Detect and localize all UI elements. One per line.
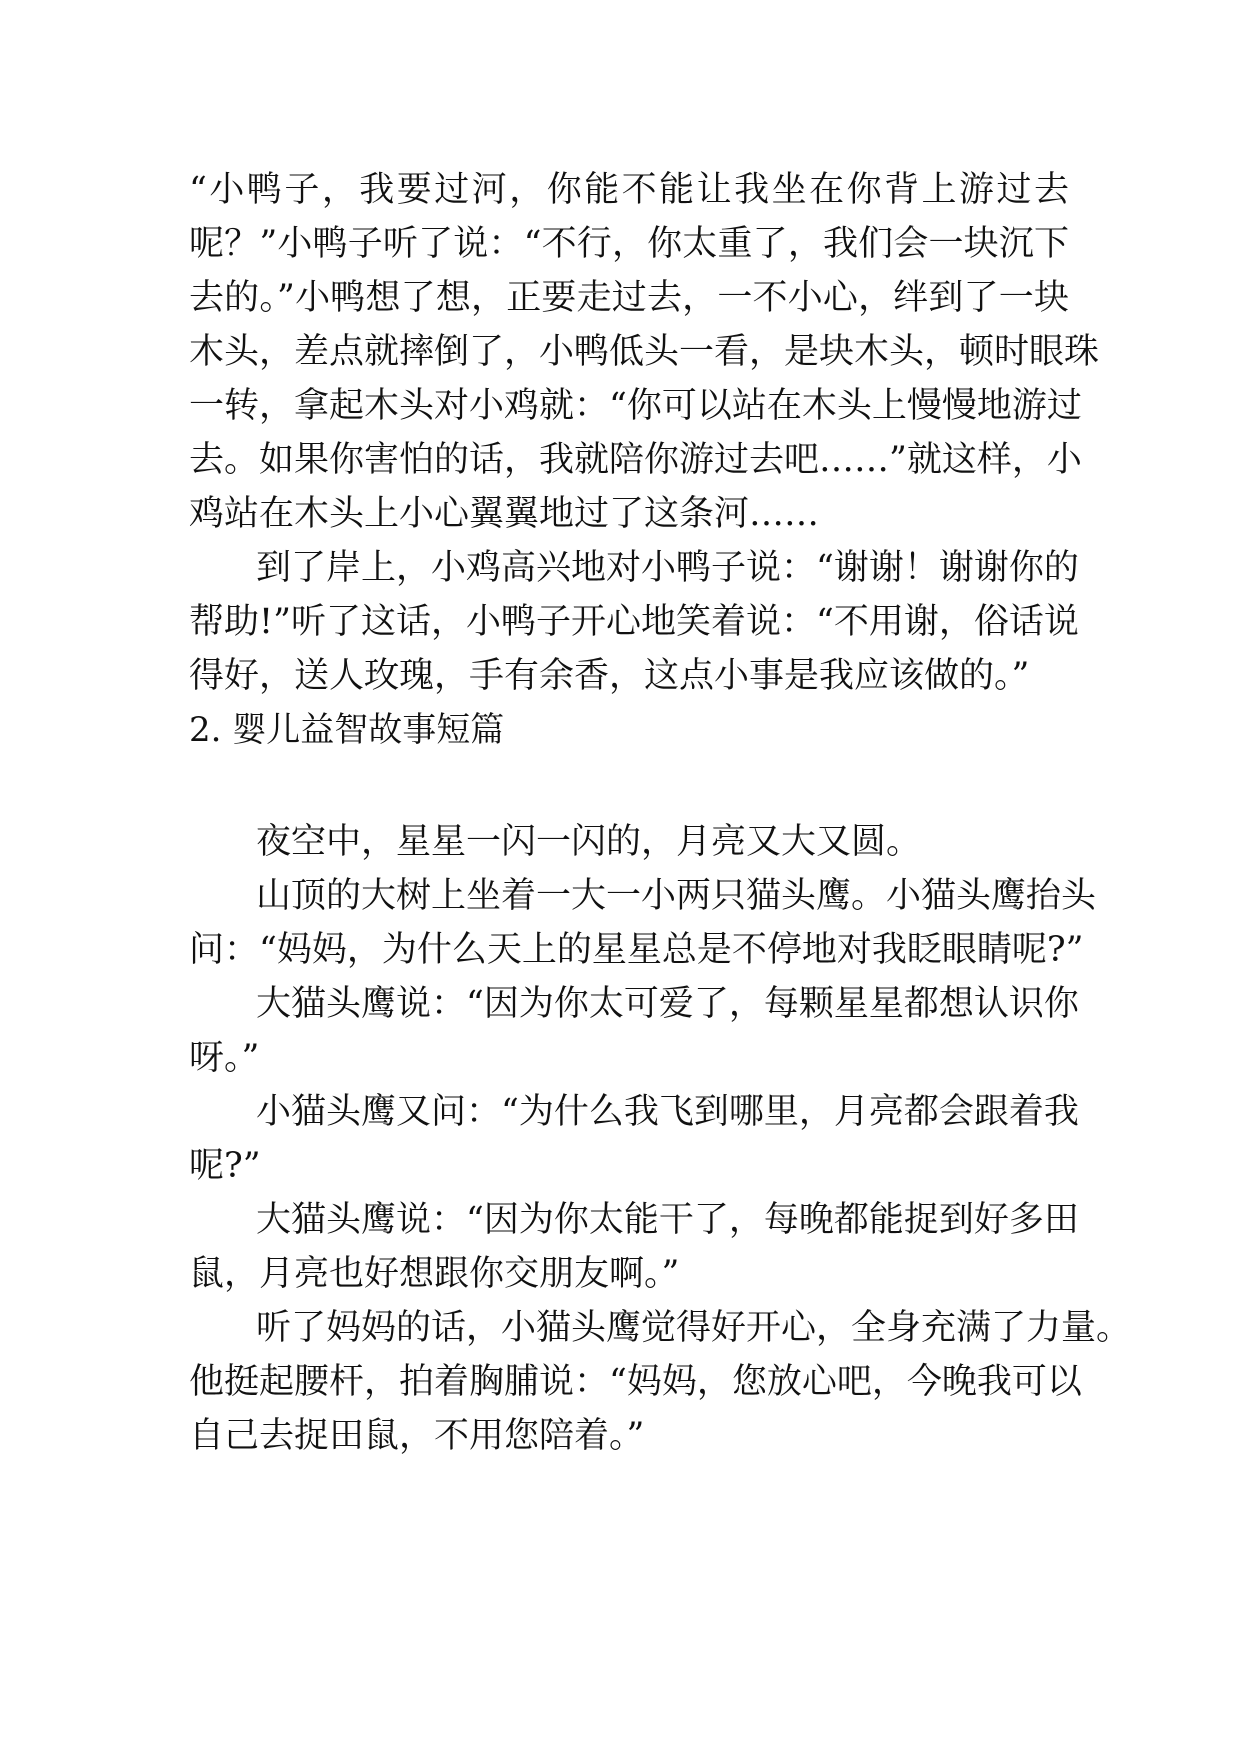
text-line: 呢？”小鸭子听了说：“不行，你太重了，我们会一块沉下 [189, 224, 1069, 264]
text-line: 去的。”小鸭想了想，正要走过去，一不小心，绊到了一块 [189, 278, 1069, 318]
text-line: 呢?” [189, 1146, 261, 1186]
paragraph-first-line: 山顶的大树上坐着一大一小两只猫头鹰。小猫头鹰抬头 [256, 876, 1097, 916]
text-line: 呀。” [189, 1038, 260, 1078]
paragraph-first-line: 夜空中，星星一闪一闪的，月亮又大又圆。 [256, 822, 922, 862]
text-line: 鸡站在木头上小心翼翼地过了这条河…… [189, 494, 820, 534]
text-line: 得好，送人玫瑰，手有余香，这点小事是我应该做的。” [189, 656, 1030, 696]
paragraph-first-line: 小猫头鹰又问：“为什么我飞到哪里，月亮都会跟着我 [256, 1092, 1079, 1132]
paragraph-first-line: 听了妈妈的话，小猫头鹰觉得好开心，全身充满了力量。 [256, 1308, 1132, 1348]
text-line: 他挺起腰杆，拍着胸脯说：“妈妈，您放心吧，今晚我可以 [189, 1362, 1082, 1402]
text-line: 帮助!”听了这话，小鸭子开心地笑着说：“不用谢，俗话说 [189, 602, 1079, 642]
text-line: 去。如果你害怕的话，我就陪你游过去吧……”就这样，小 [189, 440, 1082, 480]
text-line: 自己去捉田鼠，不用您陪着。” [189, 1416, 645, 1456]
text-line: “小鸭子，我要过河，你能不能让我坐在你背上游过去 [189, 170, 1069, 210]
text-line: 木头，差点就摔倒了，小鸭低头一看，是块木头，顿时眼珠 [189, 332, 1100, 372]
paragraph-first-line: 到了岸上，小鸡高兴地对小鸭子说：“谢谢！谢谢你的 [256, 548, 1079, 588]
text-line: 一转，拿起木头对小鸡就：“你可以站在木头上慢慢地游过 [189, 386, 1082, 426]
text-line: 问：“妈妈，为什么天上的星星总是不停地对我眨眼睛呢?” [189, 930, 1084, 970]
paragraph-first-line: 大猫头鹰说：“因为你太能干了，每晚都能捉到好多田 [256, 1200, 1079, 1240]
section-heading: 2. 婴儿益智故事短篇 [189, 710, 505, 750]
text-line: 鼠，月亮也好想跟你交朋友啊。” [189, 1254, 680, 1294]
paragraph-first-line: 大猫头鹰说：“因为你太可爱了，每颗星星都想认识你 [256, 984, 1079, 1024]
